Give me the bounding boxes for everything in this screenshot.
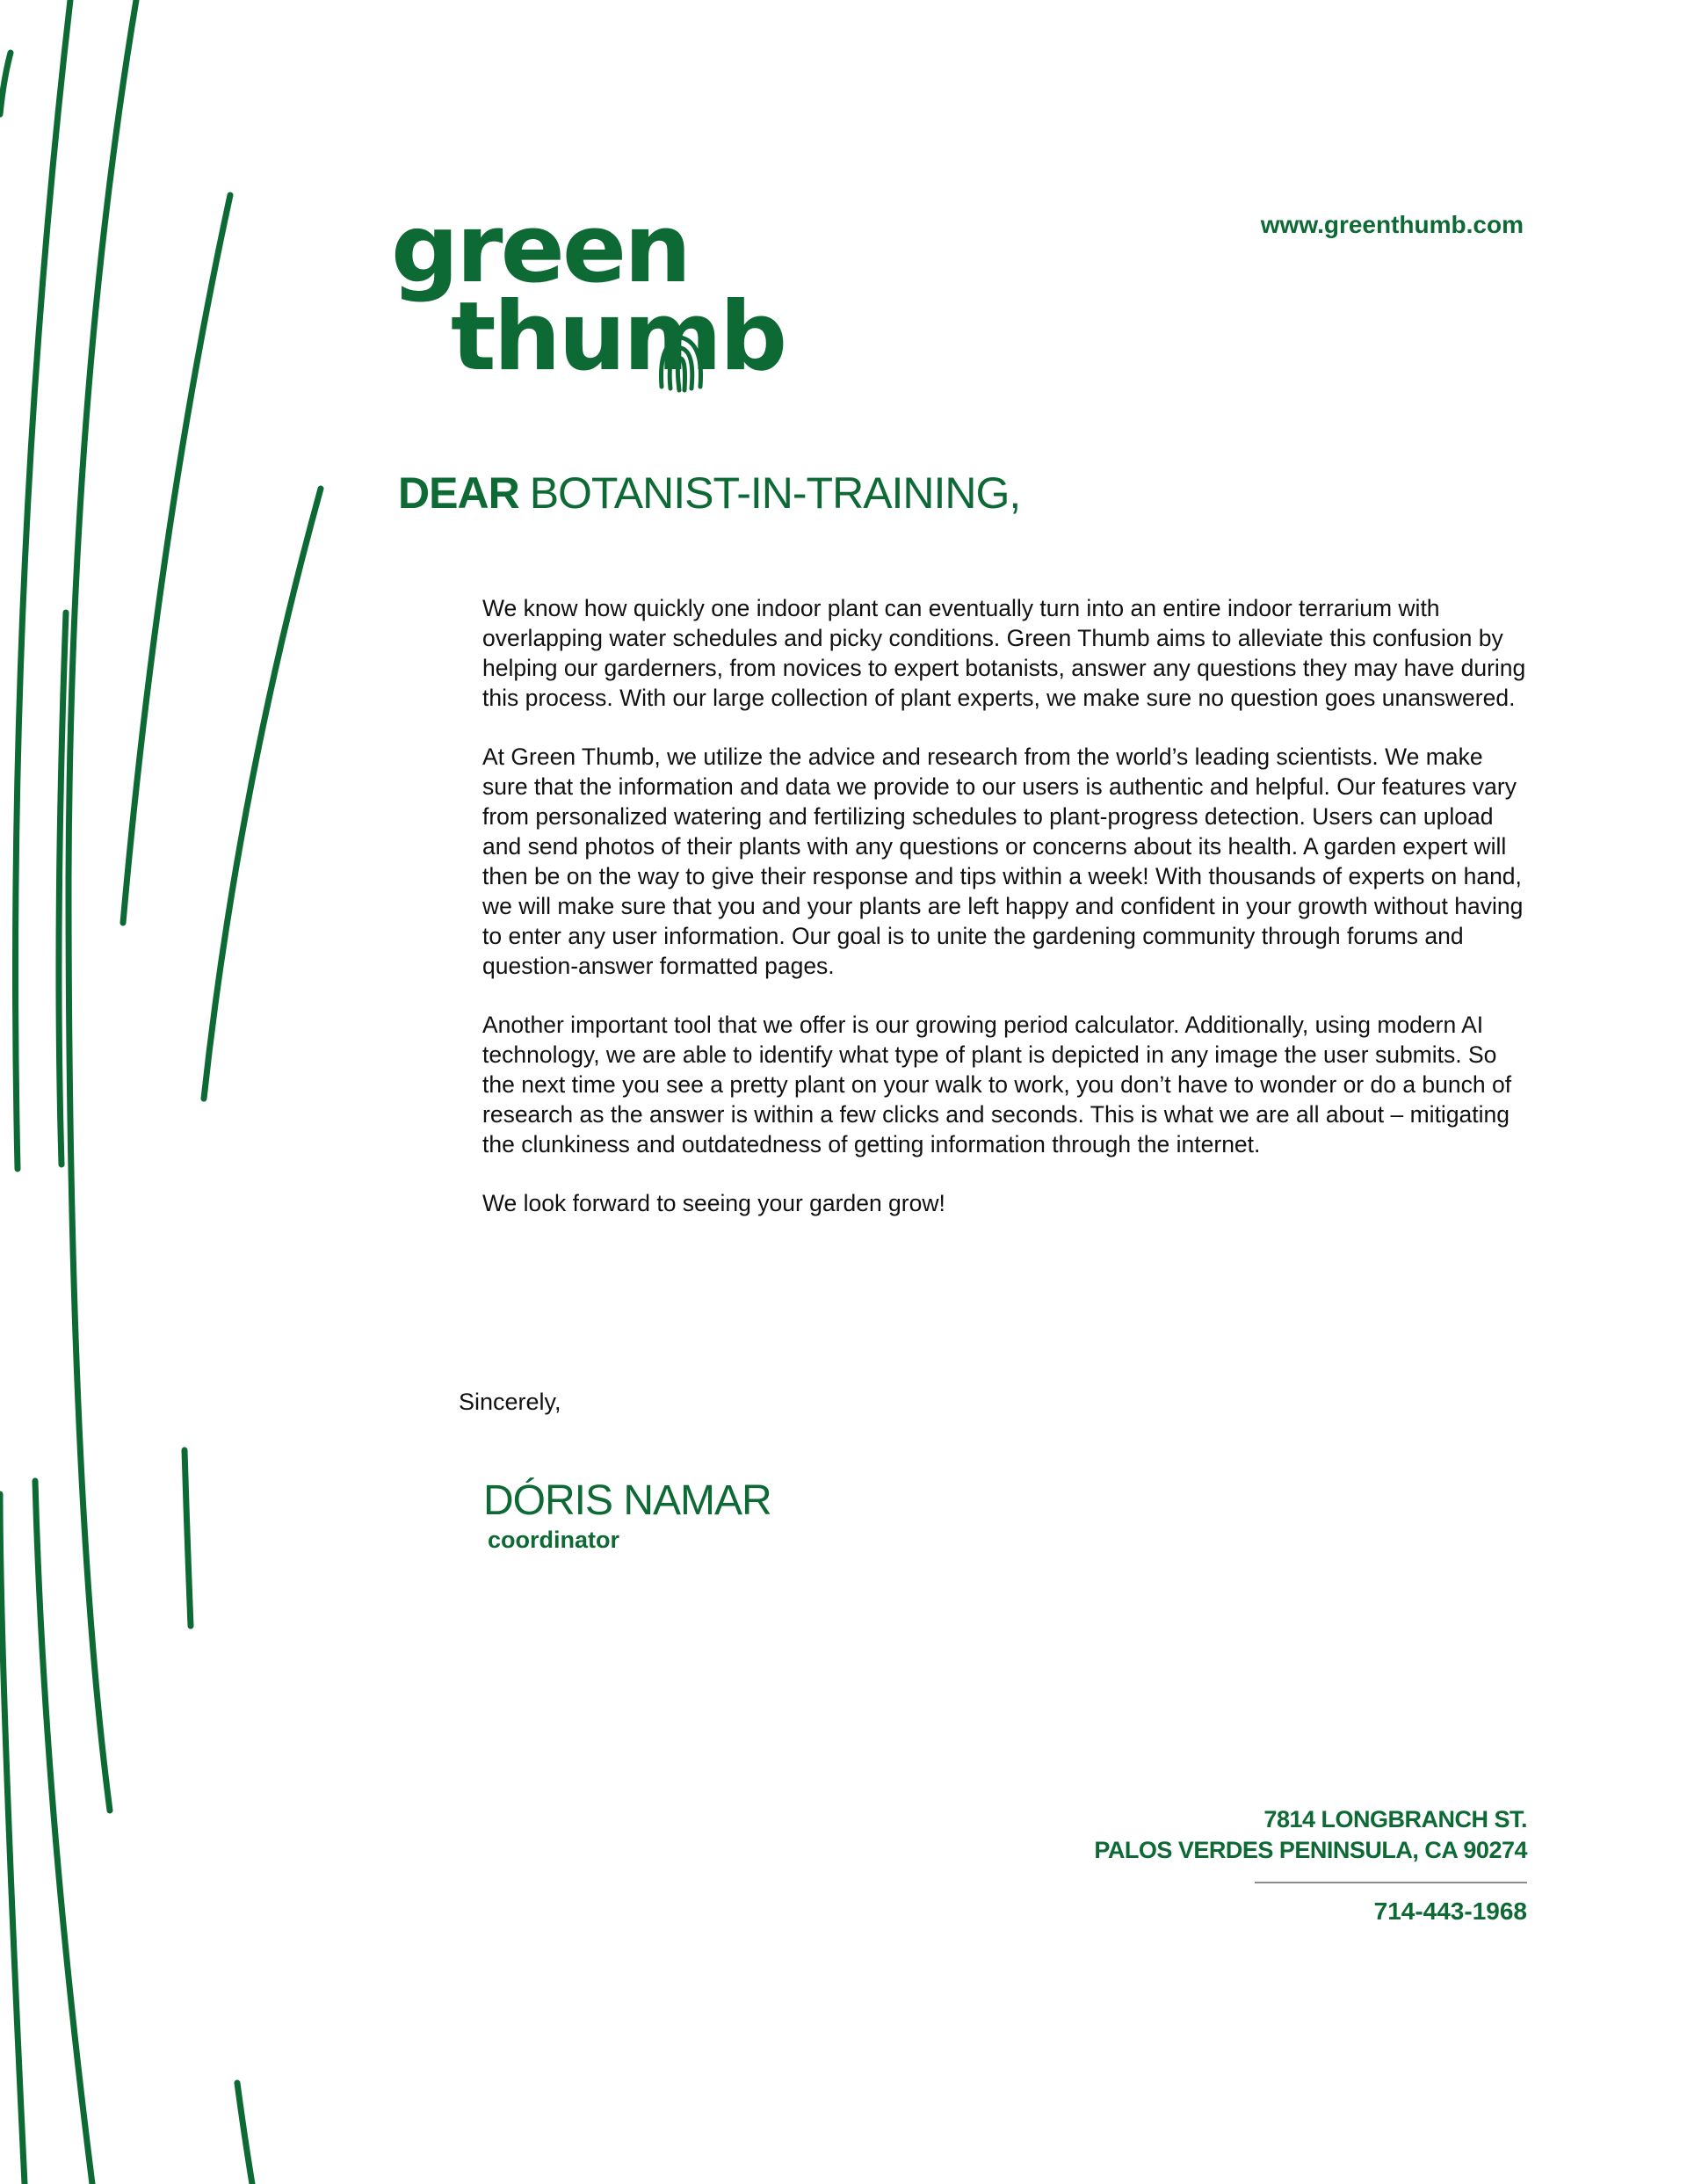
fingerprint-icon xyxy=(655,325,707,395)
website-url[interactable]: www.greenthumb.com xyxy=(1260,211,1524,238)
body-paragraph: Another important tool that we offer is our growing period calculator. Additionally, using modern AI technology, we are able to identify what type of plant is depicted in any image the user submits. So the next time you see a pretty plant on your walk to work, you don’t have to wonder or do a bunch of research as the answer is within a few clicks and seconds. This is what we are all about – mitigating the clunkiness and outdatedness of getting information through the internet. xyxy=(482,1012,1512,1157)
decor-line xyxy=(59,613,66,1165)
decor-line xyxy=(16,0,71,1169)
address-block xyxy=(1094,1804,1527,1926)
body-paragraph: At Green Thumb, we utilize the advice and research from the world’s leading scientists. We make sure that the information and data we provide to our users is authentic and helpful. Our features vary from personalized watering and fertilizing schedules to plant-progress detection. Users can upload and send photos of their plants with any questions or concerns about its health. A garden expert will then be on the way to give their response and tips within a week! With thousands of experts on hand, we will make sure that you and your plants are left happy and confident in your growth without having to enter any user information. Our goal is to unite the gardening community through forums and question-answer formatted pages. xyxy=(482,744,1524,979)
address-city: PALOS VERDES PENINSULA, CA 90274 xyxy=(1094,1837,1527,1863)
closing-salutation: Sincerely, xyxy=(459,1389,561,1415)
greeting-heading xyxy=(398,468,1020,519)
decor-line xyxy=(204,489,321,1099)
letter-body xyxy=(482,593,1528,1247)
logo-word-green: green xyxy=(391,194,689,304)
logo-word-thumb: thumb xyxy=(451,282,786,392)
signature-title: coordinator xyxy=(488,1527,620,1553)
decor-line xyxy=(0,1494,25,2184)
signature-name: DÓRIS NAMAR xyxy=(483,1477,771,1524)
decor-line xyxy=(185,1450,191,1626)
body-paragraph: We know how quickly one indoor plant can eventually turn into an entire indoor terrarium with overlapping water schedules and picky conditions. Green Thumb aims to alleviate this confusion by helping our garderners, from novices to expert botanists, answer any questions they may have during this process. With our large collection of plant experts, we make sure no question goes unanswered. xyxy=(482,595,1526,711)
address-street: 7814 LONGBRANCH ST. xyxy=(1263,1806,1527,1832)
decor-line xyxy=(35,1481,92,2184)
body-paragraph: We look forward to seeing your garden grow! xyxy=(482,1190,945,1216)
phone-number[interactable]: 714-443-1968 xyxy=(1373,1897,1527,1925)
greeting-rest: BOTANIST-IN-TRAINING, xyxy=(529,468,1021,518)
decor-line xyxy=(0,53,11,114)
decor-line xyxy=(237,2083,252,2184)
decor-line xyxy=(123,195,230,923)
address-divider xyxy=(1255,1882,1527,1883)
greeting-bold: DEAR xyxy=(398,468,519,518)
green-thumb-logo xyxy=(391,194,786,404)
